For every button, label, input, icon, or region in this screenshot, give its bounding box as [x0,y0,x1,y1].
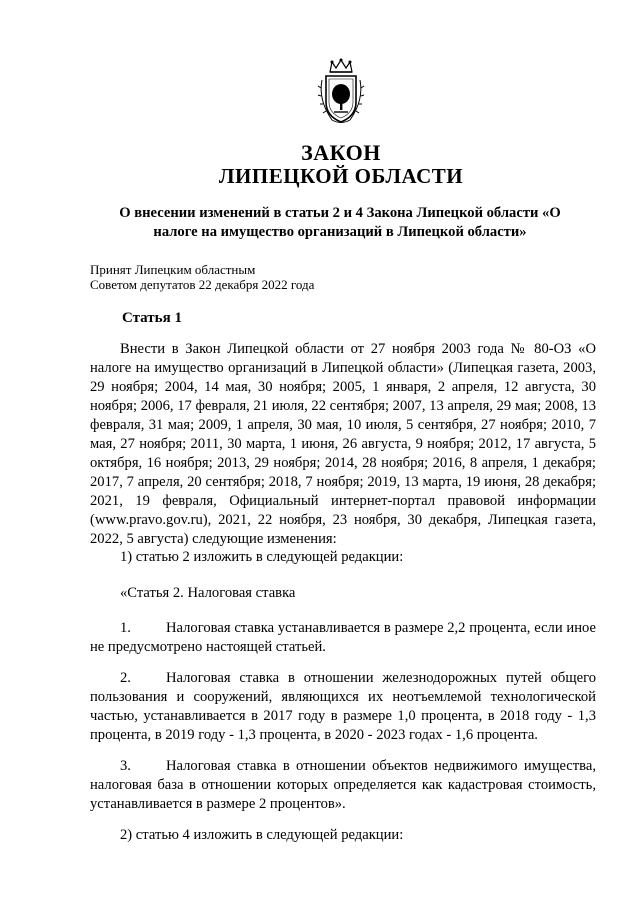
item-number: 3. [120,758,131,774]
item-number: 1. [120,620,131,636]
article-heading: Статья 1 [122,310,182,326]
item-text: Налоговая ставка в отношении объектов недвижимого имущества, налоговая база в отношении которых определяется как кадастровая стоимость, устанавливается в размере 2 процентов». [90,758,596,812]
item-text: Налоговая ставка устанавливается в размере 2,2 процента, если иное не предусмотрено настоящей статьей. [90,620,596,655]
adoption-line-1: Принят Липецким областным [90,262,256,277]
item-text: Налоговая ставка в отношении железнодорожных путей общего пользования и сооружений, являющихся их неотъемлемой технологической частью, устанавливается в 2017 году в размере 1,0 процента, в 2018 году - 1,3 процента, в 2019 году - 1,3 процента, в 2020 - 2023 годах - 1,6 процента. [90,670,596,743]
region-title: ЛИПЕЦКОЙ ОБЛАСТИ [218,164,464,188]
law-subtitle: О внесении изменений в статьи 2 и 4 Закона Липецкой области «О налоге на имущество организаций в Липецкой области» [119,205,561,240]
law-title: ЗАКОН [301,140,381,165]
coat-of-arms-icon [316,58,366,126]
adoption-line-2: Советом депутатов 22 декабря 2022 года [90,277,315,292]
adoption-note [90,262,314,292]
change-2-text: 2) статью 4 изложить в следующей редакции: [120,827,404,843]
article-intro-paragraph: Внести в Закон Липецкой области от 27 ноября 2003 года № 80-ОЗ «О налоге на имущество организаций в Липецкой области» (Липецкая газета, 2003, 29 ноября; 2004, 14 мая, 30 ноября; 2005, 1 января, 2 апреля, 12 августа, 30 ноября; 2006, 17 февраля, 21 июля, 22 сентября; 2007, 13 апреля, 29 мая; 2008, 13 февраля, 31 мая; 2009, 1 апреля, 30 мая, 10 июля, 5 сентября, 27 ноября; 2010, 7 мая, 27 ноября; 2011, 30 марта, 1 июня, 26 августа, 9 ноября; 2012, 17 августа, 5 октября, 16 ноября; 2013, 29 ноября; 2014, 28 ноября; 2016, 8 апреля, 1 декабря; 2017, 7 апреля, 20 сентября; 2018, 7 ноября; 2019, 13 марта, 19 июня, 28 декабря; 2021, 19 февраля, Официальный интернет-портал правовой информации (www.pravo.gov.ru), 2021, 22 ноября, 23 ноября, 30 декабря, Липецкая газета, 2022, 5 августа) следующие изменения: [90,341,596,547]
list-item [90,757,596,814]
item-number: 2. [120,670,131,686]
list-item [90,619,596,657]
change-1-text: 1) статью 2 изложить в следующей редакции: [120,549,404,565]
list-item [90,669,596,745]
quoted-article-heading: «Статья 2. Налоговая ставка [120,585,296,601]
